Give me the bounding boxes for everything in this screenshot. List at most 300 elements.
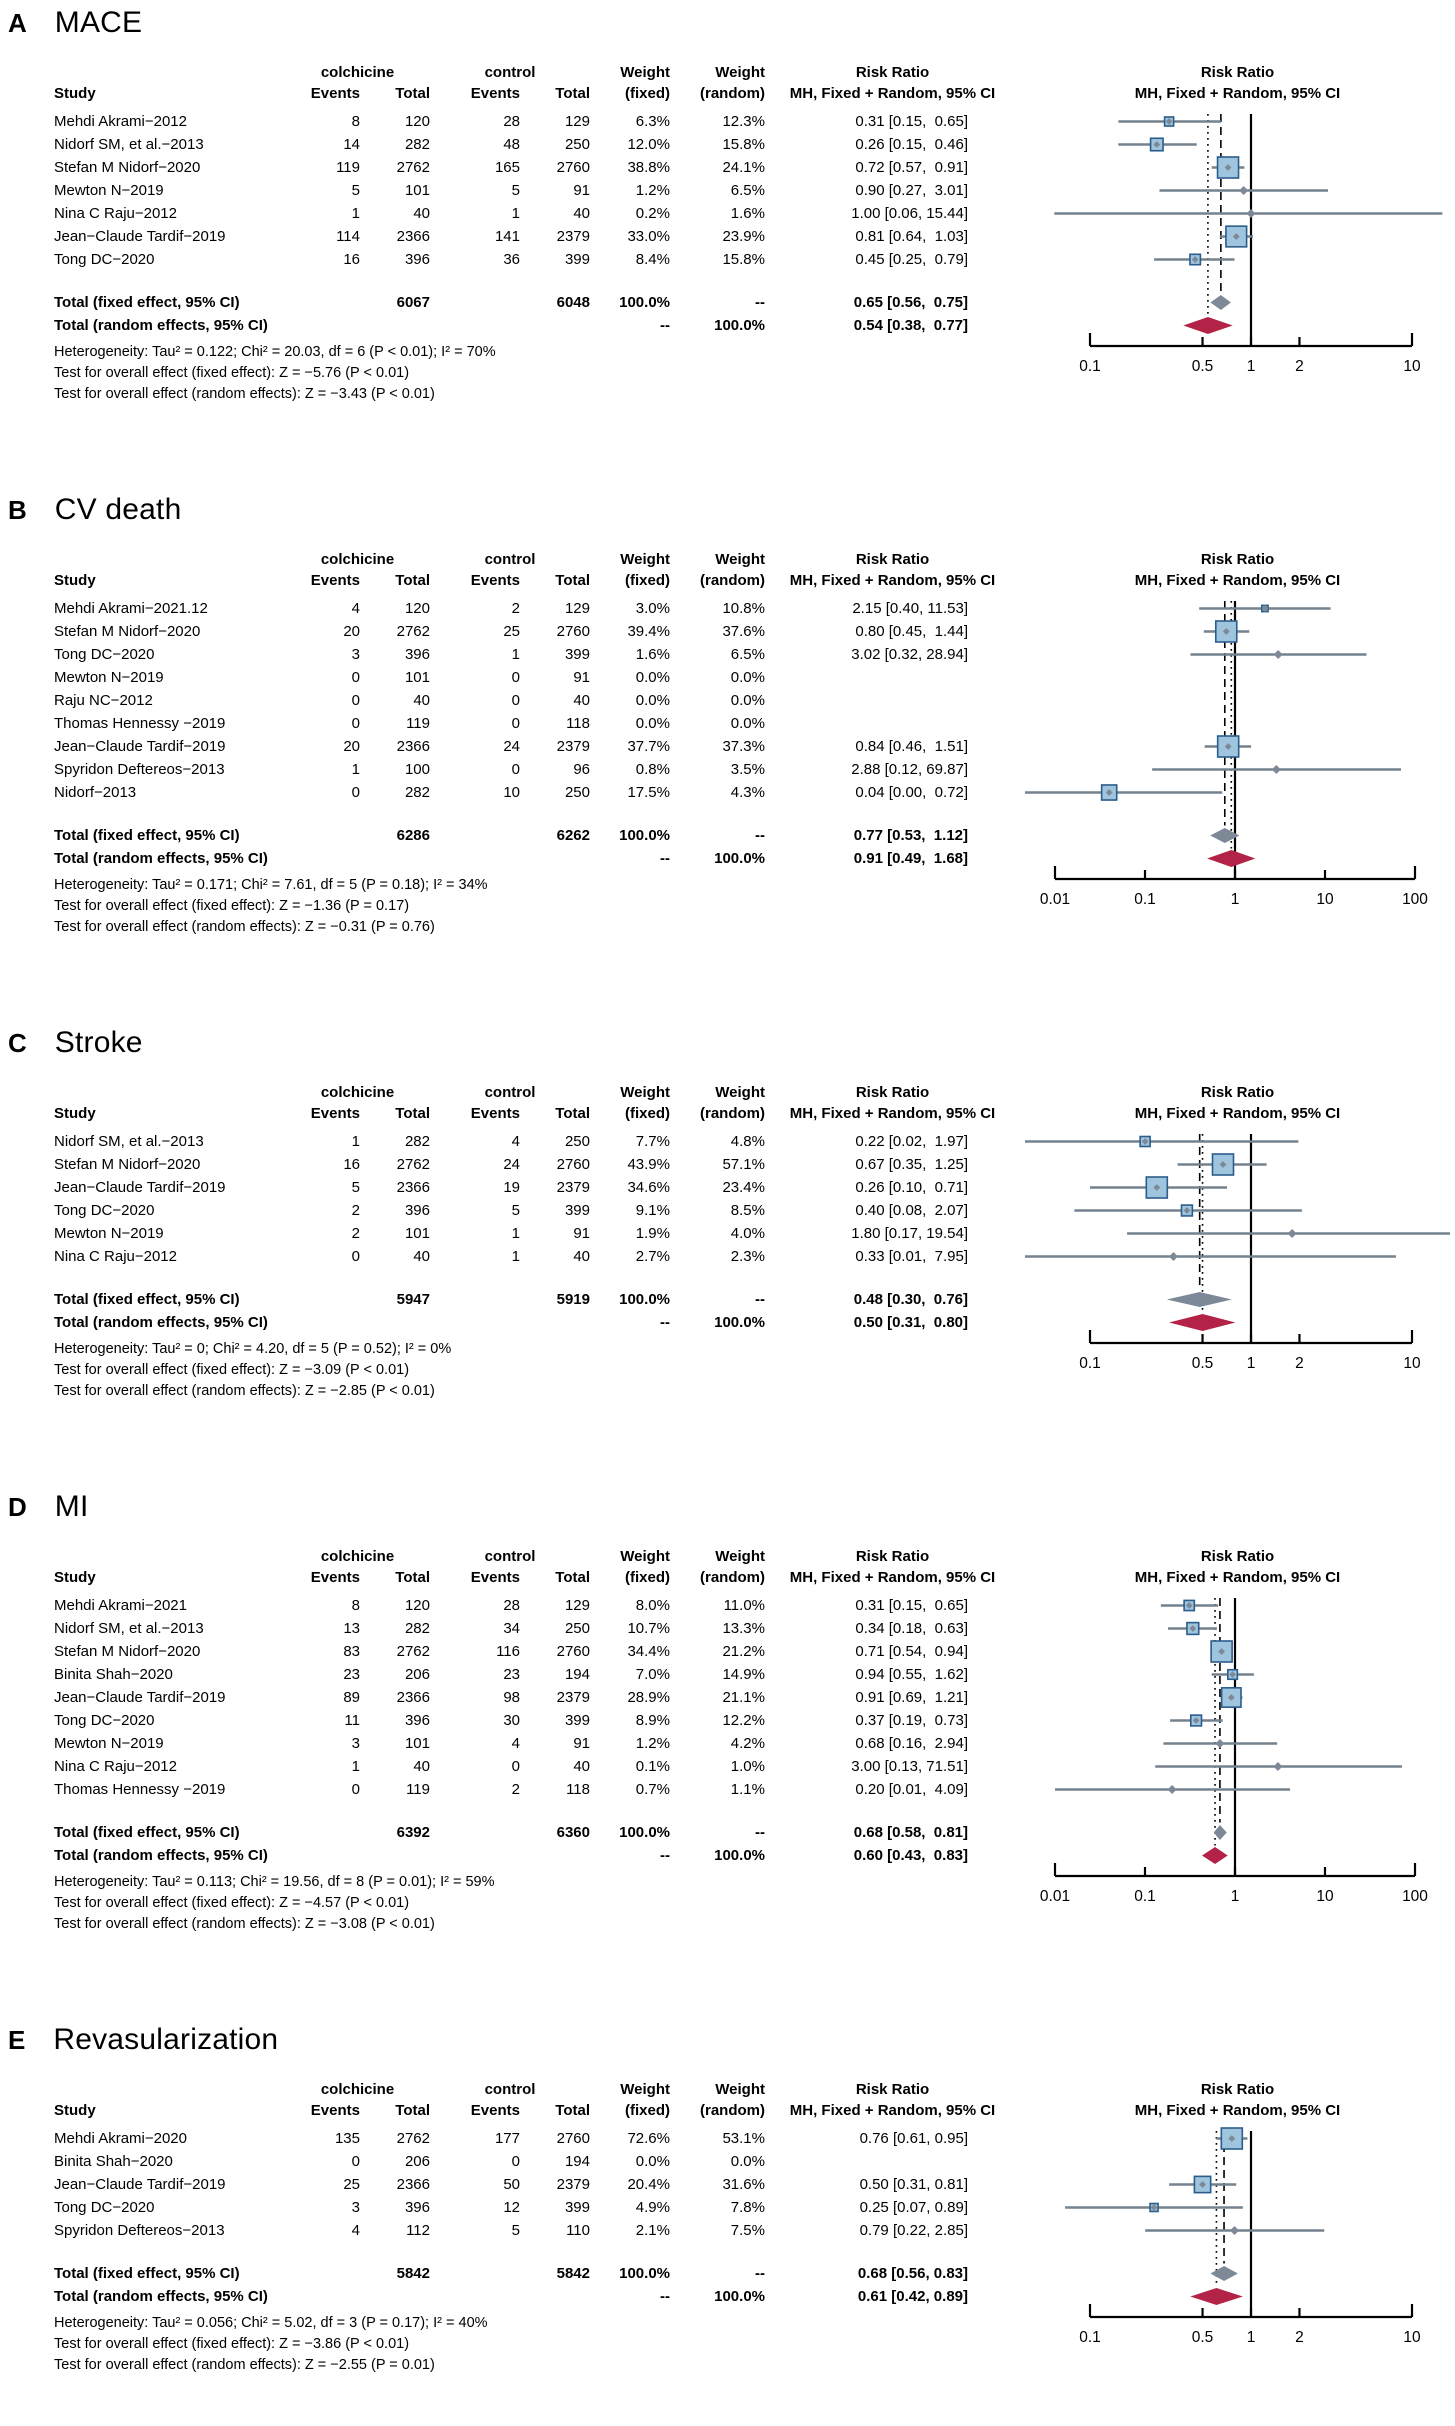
risk-ratio-text: 0.20 [0.01, 4.09] [855,1781,968,1798]
study-name: Mehdi Akrami−2012 [54,113,187,130]
control-total: 399 [564,646,590,663]
study-row [0,179,1455,202]
treatment-total: 6392 [396,1824,430,1841]
control-events: 50 [503,2176,520,2193]
plot-space [1020,1288,1455,1311]
col-riskratio-sub: MH, Fixed + Random, 95% CI [789,2102,996,2119]
treatment-events: 20 [343,738,360,755]
table-header-columns [0,571,1455,597]
control-total: 399 [564,251,590,268]
footnote-line: Heterogeneity: Tau² = 0.113; Chi² = 19.56, df = 8 (P = 0.01); I² = 59% [54,1874,495,1890]
col-group-control: control [484,1548,536,1565]
treatment-total: 101 [404,182,430,199]
study-name: Thomas Hennessy −2019 [54,715,226,732]
control-total: 399 [564,1202,590,1219]
col-riskratio-title: Risk Ratio [855,1548,930,1565]
plot-space [1020,2173,1455,2196]
col-weight-fixed-title: Weight [620,1084,670,1101]
control-total: 110 [566,2222,590,2239]
treatment-events: 5 [351,1179,360,1196]
col-weight-fixed-title: Weight [620,64,670,81]
plot-space [1020,758,1455,781]
weight-fixed: 8.9% [635,1712,670,1729]
treatment-events: 20 [343,623,360,640]
study-table [0,1546,1455,1867]
study-row [0,156,1455,179]
col-riskratio-title: Risk Ratio [855,1084,930,1101]
risk-ratio-text: 0.91 [0.69, 1.21] [855,1689,968,1706]
col-total-treatment: Total [395,2102,430,2119]
control-events: 116 [496,1643,520,1660]
treatment-total: 2366 [396,1179,430,1196]
control-total: 5842 [556,2265,590,2282]
control-events: 0 [511,692,520,709]
plot-space [1020,1663,1455,1686]
col-group-treatment: colchicine [320,2081,395,2098]
weight-random: 15.8% [722,251,765,268]
control-total: 250 [564,1620,590,1637]
weight-random: 7.8% [730,2199,765,2216]
risk-ratio-text: 0.84 [0.46, 1.51] [855,738,968,755]
control-total: 40 [573,205,590,222]
control-events: 0 [511,715,520,732]
risk-ratio-text: 1.00 [0.06, 15.44] [851,205,968,222]
study-row [0,1640,1455,1663]
treatment-events: 13 [343,1620,360,1637]
risk-ratio-text: 0.50 [0.31, 0.80] [853,1314,968,1331]
axis-tick-label: 2 [1295,358,1304,375]
total-random-label: Total (random effects, 95% CI) [54,1847,268,1864]
treatment-events: 4 [351,2222,360,2239]
control-events: 5 [511,2222,520,2239]
col-weight-fixed: (fixed) [625,2102,670,2119]
control-total: 118 [566,715,590,732]
weight-fixed: 0.0% [635,692,670,709]
spacer-row [0,804,1455,824]
weight-fixed: 12.0% [627,136,670,153]
panel-title: CV death [54,493,182,526]
treatment-events: 0 [351,669,360,686]
treatment-events: 1 [351,205,360,222]
treatment-events: 4 [351,600,360,617]
footnote-line: Test for overall effect (random effects): Z = −0.31 (P = 0.76) [54,919,435,935]
control-total: 2760 [556,623,590,640]
treatment-total: 119 [406,715,430,732]
weight-fixed: 8.0% [635,1597,670,1614]
risk-ratio-text: 2.88 [0.12, 69.87] [851,761,968,778]
panel-body [0,2079,1455,2376]
study-name: Nidorf SM, et al.−2013 [54,136,204,153]
footnotes [0,2313,1455,2376]
axis-tick-label: 0.5 [1191,2329,1214,2346]
treatment-events: 0 [351,1781,360,1798]
treatment-events: 11 [344,1712,360,1729]
total-fixed-label: Total (fixed effect, 95% CI) [54,2265,240,2282]
study-row [0,666,1455,689]
col-total-control: Total [555,1105,590,1122]
study-row [0,1199,1455,1222]
treatment-events: 3 [351,2199,360,2216]
control-total: 6360 [556,1824,590,1841]
control-events: 36 [503,251,520,268]
col-weight-random-title: Weight [715,2081,765,2098]
spacer [430,1844,520,1867]
risk-ratio-text: 0.61 [0.42, 0.89] [857,2288,968,2305]
treatment-total: 282 [404,136,430,153]
plot-space [1020,2262,1455,2285]
treatment-total: 206 [404,1666,430,1683]
control-events: 1 [511,1225,520,1242]
col-group-control: control [484,64,536,81]
control-total: 40 [573,692,590,709]
table-header-groups [0,1546,1455,1568]
treatment-total: 5842 [396,2265,430,2282]
weight-random: 21.1% [722,1689,765,1706]
plot-space [1020,202,1455,225]
spacer [360,1311,430,1334]
panel-title-row [0,6,1455,40]
total-fixed-label: Total (fixed effect, 95% CI) [54,827,240,844]
weight-random: 100.0% [714,1314,765,1331]
study-name: Binita Shah−2020 [54,2153,173,2170]
study-table [0,1082,1455,1334]
plot-space [1020,110,1455,133]
weight-random: 23.4% [722,1179,765,1196]
study-row [0,620,1455,643]
spacer [360,2285,430,2308]
study-row [0,133,1455,156]
col-group-treatment: colchicine [320,1084,395,1101]
footnotes [0,342,1455,405]
control-total: 250 [564,136,590,153]
plot-space [1020,712,1455,735]
treatment-events: 14 [343,136,360,153]
forest-panel [0,1026,1455,1402]
col-riskratio-sub: MH, Fixed + Random, 95% CI [789,1569,996,1586]
risk-ratio-text: 0.48 [0.30, 0.76] [853,1291,968,1308]
control-events: 12 [503,2199,520,2216]
treatment-events: 2 [351,1225,360,1242]
panel-letter: A [8,8,27,38]
weight-random: 23.9% [722,228,765,245]
study-row [0,781,1455,804]
treatment-events: 119 [336,159,360,176]
col-group-treatment: colchicine [320,64,395,81]
spacer [430,314,520,337]
col-study: Study [54,572,96,589]
col-weight-fixed-title: Weight [620,1548,670,1565]
spacer [520,2285,590,2308]
weight-random: 0.0% [730,2153,765,2170]
treatment-events: 3 [351,1735,360,1752]
axis-tick-label: 0.1 [1079,2329,1101,2346]
col-riskratio-title: Risk Ratio [855,2081,930,2098]
col-weight-random-title: Weight [715,1084,765,1101]
weight-fixed: 4.9% [635,2199,670,2216]
treatment-events: 83 [343,1643,360,1660]
study-row [0,712,1455,735]
risk-ratio-text: 0.60 [0.43, 0.83] [853,1847,968,1864]
control-total: 129 [564,113,590,130]
weight-random: 12.2% [722,1712,765,1729]
study-table [0,62,1455,337]
weight-fixed: 0.8% [635,761,670,778]
treatment-total: 40 [413,1248,430,1265]
col-total-control: Total [555,85,590,102]
spacer [430,2285,520,2308]
table-header-groups [0,2079,1455,2101]
weight-fixed: -- [660,2288,670,2305]
axis-tick-label: 0.1 [1079,1355,1101,1372]
spacer [430,291,520,314]
treatment-total: 112 [406,2222,430,2239]
study-row [0,1686,1455,1709]
risk-ratio-text: 0.31 [0.15, 0.65] [855,1597,968,1614]
treatment-events: 114 [336,228,360,245]
study-row [0,1778,1455,1801]
weight-random: 37.3% [722,738,765,755]
forest-panel [0,493,1455,938]
weight-random: 14.9% [722,1666,765,1683]
spacer-row [0,1268,1455,1288]
weight-fixed: 100.0% [619,2265,670,2282]
treatment-total: 40 [413,1758,430,1775]
study-name: Nidorf−2013 [54,784,137,801]
risk-ratio-text: 0.65 [0.56, 0.75] [853,294,968,311]
study-row [0,2173,1455,2196]
treatment-total: 119 [406,1781,430,1798]
weight-fixed: 20.4% [627,2176,670,2193]
study-row [0,1732,1455,1755]
col-total-treatment: Total [395,85,430,102]
control-events: 25 [503,623,520,640]
treatment-total: 396 [404,251,430,268]
col-weight-fixed: (fixed) [625,85,670,102]
study-row [0,1176,1455,1199]
col-riskratio-title: Risk Ratio [855,551,930,568]
spacer [0,549,285,571]
col-total-treatment: Total [395,572,430,589]
risk-ratio-text: 0.68 [0.16, 2.94] [855,1735,968,1752]
col-weight-random: (random) [700,1105,765,1122]
control-events: 28 [503,1597,520,1614]
weight-fixed: 8.4% [635,251,670,268]
study-row [0,1245,1455,1268]
treatment-total: 120 [404,113,430,130]
study-name: Mewton N−2019 [54,1735,164,1752]
control-total: 2760 [556,1156,590,1173]
plot-riskratio-title: Risk Ratio [1200,1548,1275,1565]
weight-random: 0.0% [730,692,765,709]
weight-fixed: 100.0% [619,294,670,311]
col-group-control: control [484,1084,536,1101]
control-total: 250 [564,1133,590,1150]
treatment-total: 282 [404,784,430,801]
risk-ratio-text: 0.33 [0.01, 7.95] [855,1248,968,1265]
risk-ratio-text: 0.71 [0.54, 0.94] [855,1643,968,1660]
footnotes [0,1872,1455,1935]
treatment-total: 120 [404,600,430,617]
col-total-control: Total [555,572,590,589]
study-name: Jean−Claude Tardif−2019 [54,738,226,755]
plot-riskratio-sub: MH, Fixed + Random, 95% CI [1134,1105,1341,1122]
study-name: Nidorf SM, et al.−2013 [54,1133,204,1150]
risk-ratio-text: 3.00 [0.13, 71.51] [851,1758,968,1775]
plot-space [1020,1844,1455,1867]
col-events-treatment: Events [310,572,360,589]
weight-random: 12.3% [722,113,765,130]
weight-random: 31.6% [722,2176,765,2193]
table-header-columns [0,84,1455,110]
total-random-label: Total (random effects, 95% CI) [54,317,268,334]
footnote-line: Test for overall effect (random effects): Z = −2.85 (P < 0.01) [54,1383,435,1399]
col-study: Study [54,2102,96,2119]
axis-tick-label: 0.01 [1039,891,1071,908]
control-events: 19 [503,1179,520,1196]
axis-tick-label: 2 [1295,2329,1304,2346]
study-name: Jean−Claude Tardif−2019 [54,2176,226,2193]
plot-space [1020,1778,1455,1801]
risk-ratio-text [765,712,1020,735]
control-total: 118 [566,1781,590,1798]
study-name: Mewton N−2019 [54,669,164,686]
treatment-total: 206 [404,2153,430,2170]
risk-ratio-text: 0.94 [0.55, 1.62] [855,1666,968,1683]
weight-random: 1.0% [730,1758,765,1775]
col-weight-random-title: Weight [715,551,765,568]
treatment-total: 101 [404,1225,430,1242]
control-events: 34 [503,1620,520,1637]
treatment-events: 0 [351,784,360,801]
risk-ratio-text: 0.45 [0.25, 0.79] [855,251,968,268]
study-name: Nina C Raju−2012 [54,205,177,222]
total-fixed-label: Total (fixed effect, 95% CI) [54,294,240,311]
axis-tick-label: 1 [1230,1888,1240,1905]
weight-fixed: 7.7% [635,1133,670,1150]
treatment-total: 120 [404,1597,430,1614]
spacer [0,1082,285,1104]
control-events: 141 [494,228,520,245]
panel-title: MACE [54,6,143,39]
col-total-control: Total [555,1569,590,1586]
weight-random: 4.0% [730,1225,765,1242]
risk-ratio-text: 0.22 [0.02, 1.97] [855,1133,968,1150]
weight-fixed: 1.2% [635,182,670,199]
spacer-row [0,2242,1455,2262]
footnote-line: Test for overall effect (fixed effect): Z = −5.76 (P < 0.01) [54,365,410,381]
treatment-total: 40 [413,692,430,709]
plot-space [1020,133,1455,156]
study-name: Stefan M Nidorf−2020 [54,159,201,176]
risk-ratio-text: 0.34 [0.18, 0.63] [855,1620,968,1637]
treatment-events: 0 [351,1248,360,1265]
col-events-treatment: Events [310,85,360,102]
weight-random: 10.8% [722,600,765,617]
footnote-line: Test for overall effect (random effects): Z = −3.43 (P < 0.01) [54,386,435,402]
weight-fixed: 7.0% [635,1666,670,1683]
col-events-control: Events [470,1105,520,1122]
panel-title: MI [54,1490,89,1523]
risk-ratio-text: 0.72 [0.57, 0.91] [855,159,968,176]
col-events-treatment: Events [310,1569,360,1586]
control-total: 2379 [556,2176,590,2193]
study-row [0,643,1455,666]
plot-space [1020,2127,1455,2150]
panel-title-row [0,1026,1455,1060]
plot-space [1020,1732,1455,1755]
weight-random: -- [755,294,765,311]
weight-fixed: 0.7% [635,1781,670,1798]
plot-space [1020,1709,1455,1732]
weight-random: 7.5% [730,2222,765,2239]
weight-fixed: 38.8% [627,159,670,176]
control-total: 91 [573,669,590,686]
total-random-row [0,2285,1455,2308]
control-total: 96 [573,761,590,778]
weight-fixed: 1.9% [635,1225,670,1242]
control-total: 6048 [556,294,590,311]
weight-fixed: 17.5% [627,784,670,801]
plot-space [1020,597,1455,620]
plot-space [1020,1640,1455,1663]
spacer [520,847,590,870]
weight-random: 6.5% [730,182,765,199]
total-random-label: Total (random effects, 95% CI) [54,850,268,867]
spacer [430,2262,520,2285]
control-events: 0 [511,761,520,778]
col-group-control: control [484,2081,536,2098]
treatment-events: 2 [351,1202,360,1219]
plot-space [1020,2219,1455,2242]
plot-riskratio-sub: MH, Fixed + Random, 95% CI [1134,572,1341,589]
risk-ratio-text: 3.02 [0.32, 28.94] [851,646,968,663]
col-events-control: Events [470,1569,520,1586]
col-weight-random: (random) [700,1569,765,1586]
risk-ratio-text: 0.79 [0.22, 2.85] [859,2222,968,2239]
panel-letter: C [8,1028,27,1058]
footnote-line: Heterogeneity: Tau² = 0.122; Chi² = 20.03, df = 6 (P < 0.01); I² = 70% [54,344,496,360]
study-row [0,248,1455,271]
footnote-line: Heterogeneity: Tau² = 0.171; Chi² = 7.61, df = 5 (P = 0.18); I² = 34% [54,877,488,893]
risk-ratio-text: 0.90 [0.27, 3.01] [855,182,968,199]
col-weight-fixed: (fixed) [625,1569,670,1586]
study-name: Mewton N−2019 [54,1225,164,1242]
col-total-treatment: Total [395,1569,430,1586]
col-weight-random: (random) [700,2102,765,2119]
axis-tick-label: 1 [1246,358,1256,375]
weight-fixed: 0.0% [635,669,670,686]
control-events: 4 [511,1133,520,1150]
study-row [0,1709,1455,1732]
spacer [0,2079,285,2101]
plot-space [1020,1821,1455,1844]
spacer [285,314,360,337]
study-row [0,735,1455,758]
weight-fixed: 0.0% [635,2153,670,2170]
control-events: 0 [511,2153,520,2170]
study-table [0,549,1455,870]
plot-space [1020,824,1455,847]
col-weight-random: (random) [700,85,765,102]
weight-fixed: 100.0% [619,827,670,844]
study-name: Spyridon Deftereos−2013 [54,761,225,778]
treatment-events: 0 [351,692,360,709]
treatment-total: 396 [404,1712,430,1729]
study-name: Tong DC−2020 [54,646,155,663]
weight-fixed: 28.9% [627,1689,670,1706]
weight-random: 4.2% [730,1735,765,1752]
col-events-control: Events [470,85,520,102]
